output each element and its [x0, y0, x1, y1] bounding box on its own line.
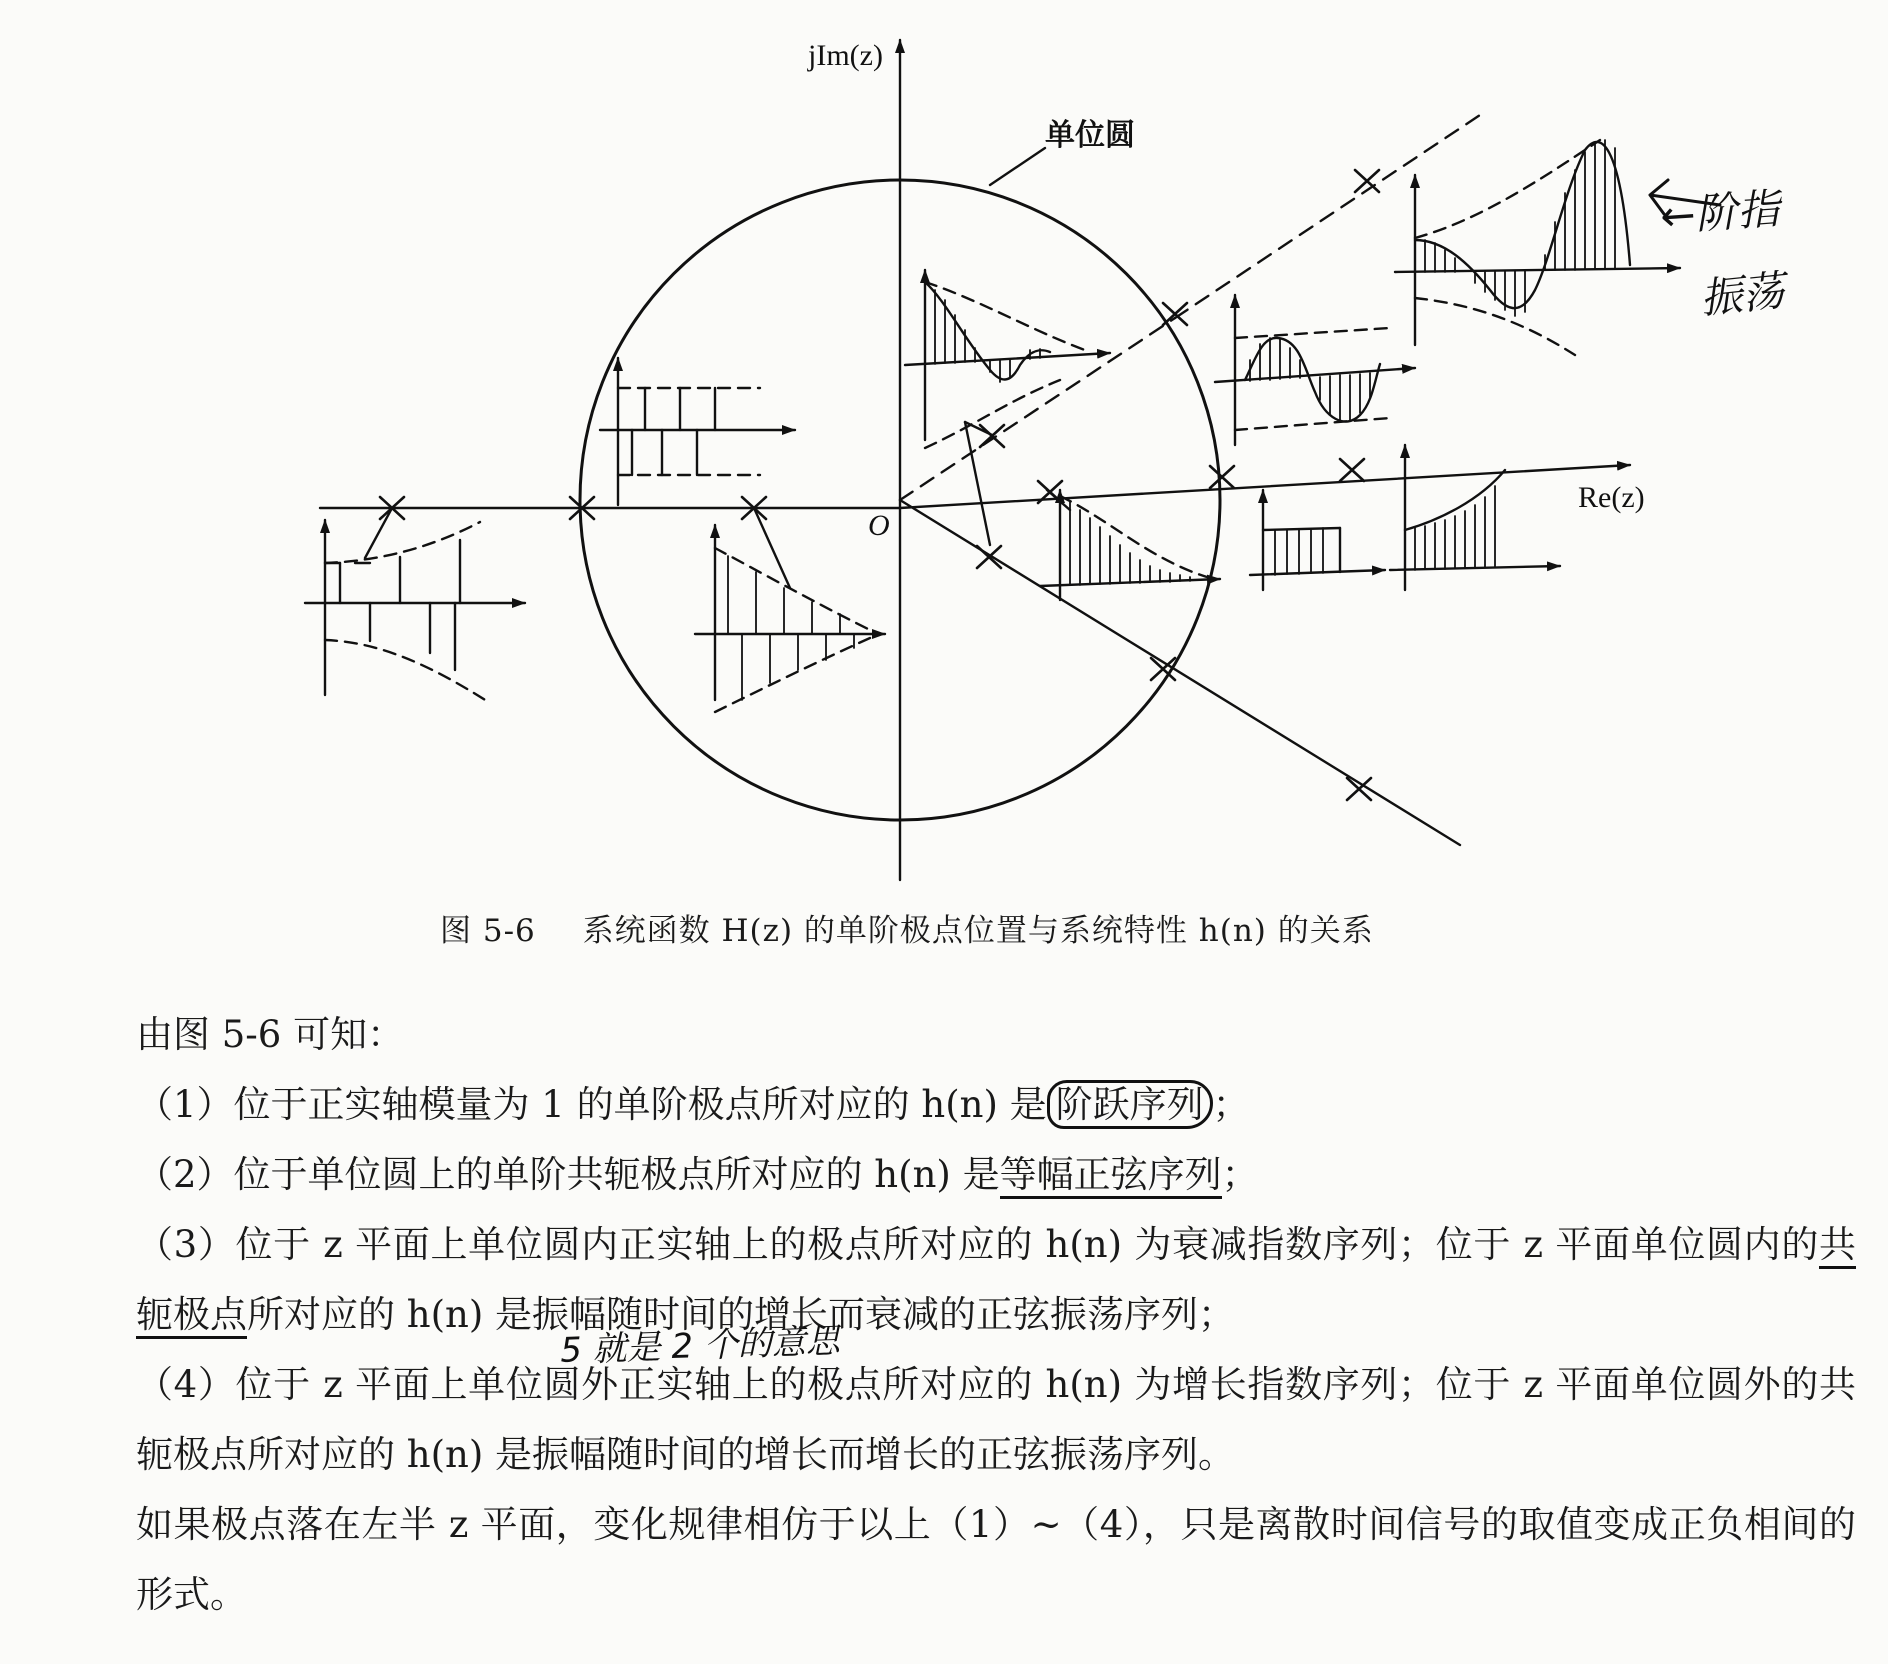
y-axis-label: jIm(z) — [808, 39, 883, 72]
pole-marker — [1340, 459, 1364, 481]
circle-label-leader — [990, 148, 1045, 185]
item-1 — [46, 1070, 1856, 1140]
handwritten-figure-note-1: ←阶指 — [1658, 183, 1781, 242]
item-1-end: ； — [1212, 1083, 1250, 1126]
pole-ray-upper — [900, 318, 1175, 500]
item-3 — [46, 1210, 1856, 1350]
pole-marker — [1163, 303, 1187, 325]
closing-paragraph: 如果极点落在左半 z 平面，变化规律相仿于以上（1）~（4），只是离散时间信号的取值变成正负相间的形式。 — [136, 1503, 1856, 1616]
pole-marker — [1210, 466, 1234, 488]
inset-growing-alternating — [305, 520, 525, 703]
inset-decaying-oscillation — [905, 270, 1110, 448]
handwritten-text-note: 5 就是 2 个的意思 — [559, 1321, 841, 1371]
inset-growing-exponential — [1390, 445, 1560, 590]
item-2-highlight: 等幅正弦序列 — [1000, 1153, 1222, 1199]
inset-step-sequence — [1250, 490, 1385, 590]
inset-growing-oscillation — [1395, 140, 1680, 355]
item-3-end: 所对应的 h(n) 是振幅随时间的增长而衰减的正弦振荡序列； — [247, 1293, 1236, 1336]
unit-circle-label: 单位圆 — [1045, 119, 1135, 152]
item-4: （4）位于 z 平面上单位圆外正实轴上的极点所对应的 h(n) 为增长指数序列；位于 z 平面单位圆外的共轭极点所对应的 h(n) 是振幅随时间的增长而增长的正弦振荡序列。 — [136, 1363, 1856, 1476]
item-3-text: （3）位于 z 平面上单位圆内正实轴上的极点所对应的 h(n) 为衰减指数序列；位于 z 平面单位圆内的 — [136, 1223, 1819, 1266]
item-3-highlight: 共轭极点 — [136, 1223, 1856, 1339]
intro-line: 由图 5-6 可知： — [136, 1013, 405, 1056]
figure-caption-text: 系统函数 H(z) 的单阶极点位置与系统特性 h(n) 的关系 — [582, 913, 1374, 949]
inset-decaying-alternating — [695, 525, 885, 712]
origin-label: O — [868, 509, 890, 542]
body-text — [46, 1000, 1856, 1630]
inset-constant-alternating — [600, 358, 795, 505]
pole-ray-upper-outer — [1175, 115, 1480, 318]
leader-line — [365, 508, 392, 558]
item-1-text: （1）位于正实轴模量为 1 的单阶极点所对应的 h(n) 是 — [136, 1083, 1047, 1126]
item-2-end: ； — [1221, 1153, 1259, 1196]
pole-markers — [380, 170, 1379, 800]
figure-number: 图 5-6 — [440, 913, 536, 949]
pole-marker — [977, 546, 1001, 568]
inset-constant-sinusoid — [1215, 295, 1415, 445]
pole-marker — [1355, 170, 1379, 192]
positive-real-axis — [900, 465, 1630, 508]
item-2 — [46, 1140, 1856, 1210]
item-2-text: （2）位于单位圆上的单阶共轭极点所对应的 h(n) 是 — [136, 1153, 1000, 1196]
figure-caption — [440, 905, 1374, 950]
x-axis-label: Re(z) — [1578, 481, 1645, 514]
item-1-highlight: 阶跃序列 — [1047, 1080, 1213, 1129]
leader-line — [965, 422, 992, 435]
handwritten-figure-note-2: 振荡 — [1697, 265, 1787, 324]
leader-line — [754, 508, 790, 588]
